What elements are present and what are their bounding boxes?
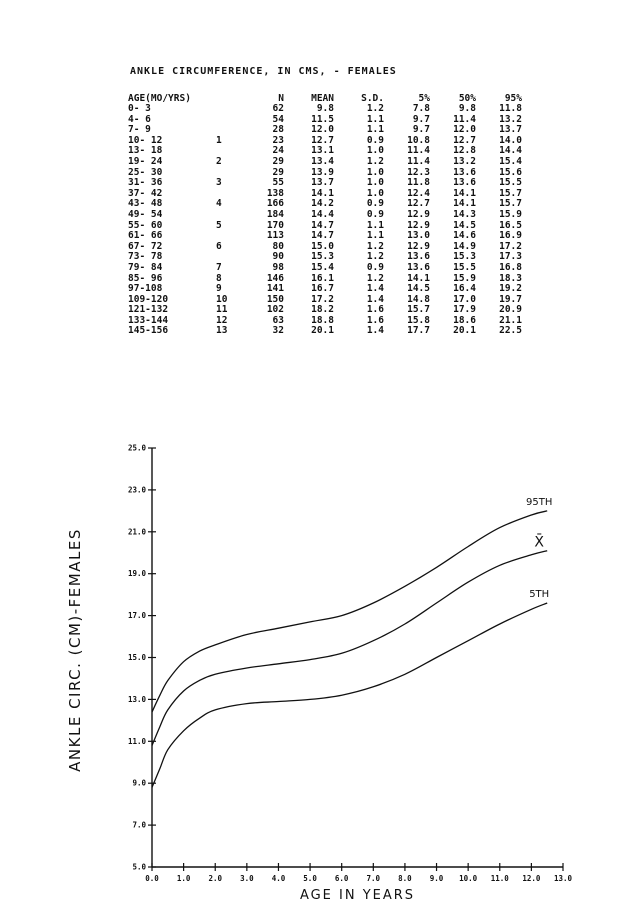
cell-n: 141 [266,283,284,295]
cell-n: 102 [266,304,284,316]
cell-p95: 14.4 [499,145,522,157]
series-line-95th [152,511,550,712]
growth-chart [0,430,632,900]
y-tick-label: 5.0 [132,862,146,872]
cell-mean: 14.1 [311,187,334,199]
cell-p5: 11.8 [407,177,430,189]
cell-sd: 1.2 [366,272,384,284]
cell-years: 9 [216,283,222,295]
y-tick-label: 21.0 [127,527,146,537]
cell-n: 62 [272,103,284,114]
cell-p50: 18.6 [453,314,476,326]
cell-p95: 15.7 [499,187,522,199]
cell-p50: 14.5 [453,219,476,231]
cell-mean: 15.3 [311,251,334,263]
cell-n: 170 [266,219,284,231]
header-p50: 50% [458,92,476,104]
series-line-5th [152,603,547,787]
x-tick-label: 6.0 [334,874,349,883]
cell-sd: 1.4 [366,293,384,305]
cell-age: 0- 3 [128,103,151,114]
table-body [128,104,522,337]
cell-sd: 1.1 [366,113,384,125]
cell-mean: 11.5 [311,113,334,125]
cell-mean: 15.4 [311,261,334,273]
cell-sd: 1.6 [366,314,384,326]
cell-p5: 11.4 [407,155,430,167]
cell-p5: 14.5 [407,283,430,295]
cell-p5: 17.7 [407,325,430,337]
x-tick-label: 12.0 [522,874,541,883]
x-tick-label: 8.0 [398,874,412,883]
y-tick-label: 13.0 [127,694,146,704]
y-tick-label: 11.0 [127,736,146,746]
y-tick-label: 25.0 [127,443,146,453]
cell-years [216,115,234,126]
cell-p50: 17.9 [453,304,476,316]
cell-n: 23 [272,134,284,146]
header-age: AGE(MO/YRS) [128,92,191,104]
cell-p5: 7.8 [412,103,430,114]
cell-p50: 14.9 [453,240,476,252]
cell-p5: 13.0 [407,230,430,242]
cell-p50: 13.6 [453,177,476,189]
cell-n: 90 [272,251,284,263]
cell-n: 55 [272,177,284,189]
cell-p95: 15.5 [499,177,522,189]
cell-p5: 10.8 [407,134,430,146]
cell-n: 150 [266,293,284,305]
cell-years: 11 [216,304,228,316]
cell-p5: 15.8 [407,314,430,326]
cell-sd: 0.9 [366,208,384,220]
series-label-95th: 95TH [526,496,553,508]
cell-p5: 13.6 [407,251,430,263]
cell-p50: 14.1 [453,187,476,199]
cell-p50: 14.6 [453,230,476,242]
cell-sd: 1.2 [366,251,384,263]
cell-mean: 12.7 [311,134,334,146]
cell-age: 55- 60 [128,219,163,231]
cell-p95: 13.2 [499,113,522,125]
cell-sd: 0.9 [366,198,384,210]
cell-mean: 18.2 [311,304,334,316]
cell-sd: 1.2 [366,240,384,252]
series-line-mean [152,551,550,746]
cell-p5: 15.7 [407,304,430,316]
y-tick-label: 19.0 [127,569,146,579]
cell-years: 8 [216,272,222,284]
cell-p50: 17.0 [453,293,476,305]
header-mean: MEAN [311,92,334,104]
cell-n: 28 [272,124,284,136]
cell-sd: 1.6 [366,304,384,316]
cell-years: 12 [216,314,228,326]
cell-years [216,104,234,115]
cell-age: 31- 36 [128,177,163,189]
table-row [128,326,522,337]
cell-p5: 13.6 [407,261,430,273]
x-axis-label: AGE IN YEARS [299,888,416,900]
cell-n: 32 [272,325,284,337]
stats-table [128,92,522,337]
cell-years: 1 [216,134,222,146]
chart-series [152,511,550,788]
cell-n: 63 [272,314,284,326]
cell-p5: 14.8 [407,293,430,305]
cell-mean: 12.0 [311,124,334,136]
cell-p5: 14.1 [407,272,430,284]
cell-age: 145-156 [128,325,169,337]
cell-p50: 16.4 [453,283,476,295]
table-row [128,210,522,221]
cell-age: 97-108 [128,283,163,295]
cell-mean: 18.8 [311,314,334,326]
cell-p5: 11.4 [407,145,430,157]
cell-years: 13 [216,325,228,337]
header-years [216,92,234,104]
cell-mean: 13.4 [311,155,334,167]
x-tick-label: 7.0 [366,874,381,883]
cell-mean: 16.7 [311,283,334,295]
cell-p50: 15.5 [453,261,476,273]
cell-age: 79- 84 [128,261,163,273]
cell-mean: 15.0 [311,240,334,252]
cell-p95: 15.9 [499,208,522,220]
cell-mean: 13.9 [311,166,334,178]
x-tick-label: 10.0 [459,874,478,883]
cell-years: 7 [216,261,222,273]
cell-p5: 12.7 [407,198,430,210]
cell-p95: 11.8 [499,103,522,114]
cell-sd: 1.1 [366,219,384,231]
cell-age: 61- 66 [128,230,163,242]
cell-n: 80 [272,240,284,252]
cell-age: 13- 18 [128,145,163,157]
cell-mean: 20.1 [311,325,334,337]
cell-age: 7- 9 [128,124,151,136]
cell-p95: 17.2 [499,240,522,252]
cell-n: 29 [272,166,284,178]
cell-age: 43- 48 [128,198,163,210]
cell-p5: 12.4 [407,187,430,199]
x-tick-label: 5.0 [303,874,317,883]
series-label-5th: 5TH [529,589,550,601]
cell-mean: 16.1 [311,272,334,284]
cell-p5: 12.9 [407,219,430,231]
cell-n: 138 [266,187,284,199]
cell-age: 121-132 [128,304,169,316]
cell-p95: 17.3 [499,251,522,263]
cell-p5: 12.9 [407,208,430,220]
table-row [128,157,522,168]
cell-p5: 9.7 [412,124,430,136]
cell-age: 37- 42 [128,187,163,199]
cell-age: 4- 6 [128,113,151,125]
y-tick-label: 7.0 [132,820,146,830]
cell-years: 4 [216,198,222,210]
header-p95: 95% [504,92,522,104]
cell-sd: 1.0 [366,187,384,199]
cell-n: 24 [272,145,284,157]
cell-p95: 15.6 [499,166,522,178]
y-axis-label: ANKLE CIRC. (CM)-FEMALES [66,528,84,772]
cell-p95: 16.8 [499,261,522,273]
cell-age: 25- 30 [128,166,163,178]
cell-age: 10- 12 [128,134,163,146]
x-tick-label: 9.0 [429,874,444,883]
cell-p5: 12.9 [407,240,430,252]
cell-mean: 9.8 [316,103,334,114]
cell-p50: 13.2 [453,155,476,167]
cell-mean: 14.2 [311,198,334,210]
table-title: ANKLE CIRCUMFERENCE, IN CMS, - FEMALES [130,66,397,77]
cell-p50: 12.7 [453,134,476,146]
x-tick-label: 2.0 [208,874,223,883]
cell-p95: 21.1 [499,314,522,326]
cell-years: 3 [216,177,222,189]
cell-p95: 19.7 [499,293,522,305]
cell-years [216,210,234,221]
x-tick-label: 4.0 [271,874,286,883]
table-row [128,104,522,115]
cell-sd: 1.1 [366,230,384,242]
cell-p95: 22.5 [499,325,522,337]
cell-n: 29 [272,155,284,167]
cell-years: 2 [216,155,222,167]
cell-mean: 14.7 [311,219,334,231]
cell-p50: 12.8 [453,145,476,157]
cell-n: 98 [272,261,284,273]
x-tick-label: 1.0 [176,874,191,883]
cell-p95: 14.0 [499,134,522,146]
cell-age: 133-144 [128,314,169,326]
cell-p95: 16.9 [499,230,522,242]
header-p5: 5% [418,92,430,104]
header-n: N [278,92,284,104]
cell-age: 49- 54 [128,208,163,220]
x-tick-label: 3.0 [240,874,254,883]
cell-age: 109-120 [128,293,169,305]
cell-n: 184 [266,208,284,220]
cell-p95: 20.9 [499,304,522,316]
cell-sd: 0.9 [366,261,384,273]
cell-p50: 12.0 [453,124,476,136]
cell-years: 5 [216,219,222,231]
cell-p50: 13.6 [453,166,476,178]
header-sd: S.D. [361,92,384,104]
cell-sd: 1.4 [366,325,384,337]
x-tick-label: 13.0 [553,874,573,883]
cell-n: 166 [266,198,284,210]
y-tick-label: 23.0 [127,485,146,495]
y-tick-label: 17.0 [127,611,146,621]
cell-n: 54 [272,113,284,125]
cell-p50: 9.8 [458,103,476,114]
cell-p95: 15.4 [499,155,522,167]
cell-sd: 1.2 [366,103,384,114]
cell-n: 113 [266,230,284,242]
cell-mean: 13.7 [311,177,334,189]
cell-sd: 1.0 [366,145,384,157]
cell-years: 10 [216,293,228,305]
y-tick-label: 15.0 [127,653,146,662]
cell-p95: 18.3 [499,272,522,284]
chart-axes [128,444,573,901]
x-tick-label: 11.0 [490,874,509,883]
cell-mean: 14.4 [311,208,334,220]
cell-sd: 1.2 [366,155,384,167]
cell-sd: 1.0 [366,177,384,189]
cell-sd: 0.9 [366,134,384,146]
cell-p50: 15.9 [453,272,476,284]
cell-p95: 16.5 [499,219,522,231]
cell-sd: 1.1 [366,124,384,136]
cell-p50: 14.1 [453,198,476,210]
cell-mean: 14.7 [311,230,334,242]
cell-n: 146 [266,272,284,284]
cell-mean: 17.2 [311,293,334,305]
chart-svg [0,430,632,900]
cell-sd: 1.0 [366,166,384,178]
cell-p5: 12.3 [407,166,430,178]
cell-p95: 19.2 [499,283,522,295]
cell-mean: 13.1 [311,145,334,157]
table-row [128,263,522,274]
cell-age: 67- 72 [128,240,163,252]
cell-p95: 15.7 [499,198,522,210]
cell-sd: 1.4 [366,283,384,295]
series-label-mean: X̄ [534,534,544,551]
y-tick-label: 9.0 [132,778,146,788]
cell-age: 73- 78 [128,251,163,263]
cell-p5: 9.7 [412,113,430,125]
cell-p50: 14.3 [453,208,476,220]
cell-p50: 20.1 [453,325,476,337]
cell-age: 19- 24 [128,155,163,167]
cell-p50: 11.4 [453,113,476,125]
cell-p50: 15.3 [453,251,476,263]
cell-age: 85- 96 [128,272,163,284]
x-tick-label: 0.0 [145,874,159,883]
cell-years: 6 [216,240,222,252]
cell-p95: 13.7 [499,124,522,136]
